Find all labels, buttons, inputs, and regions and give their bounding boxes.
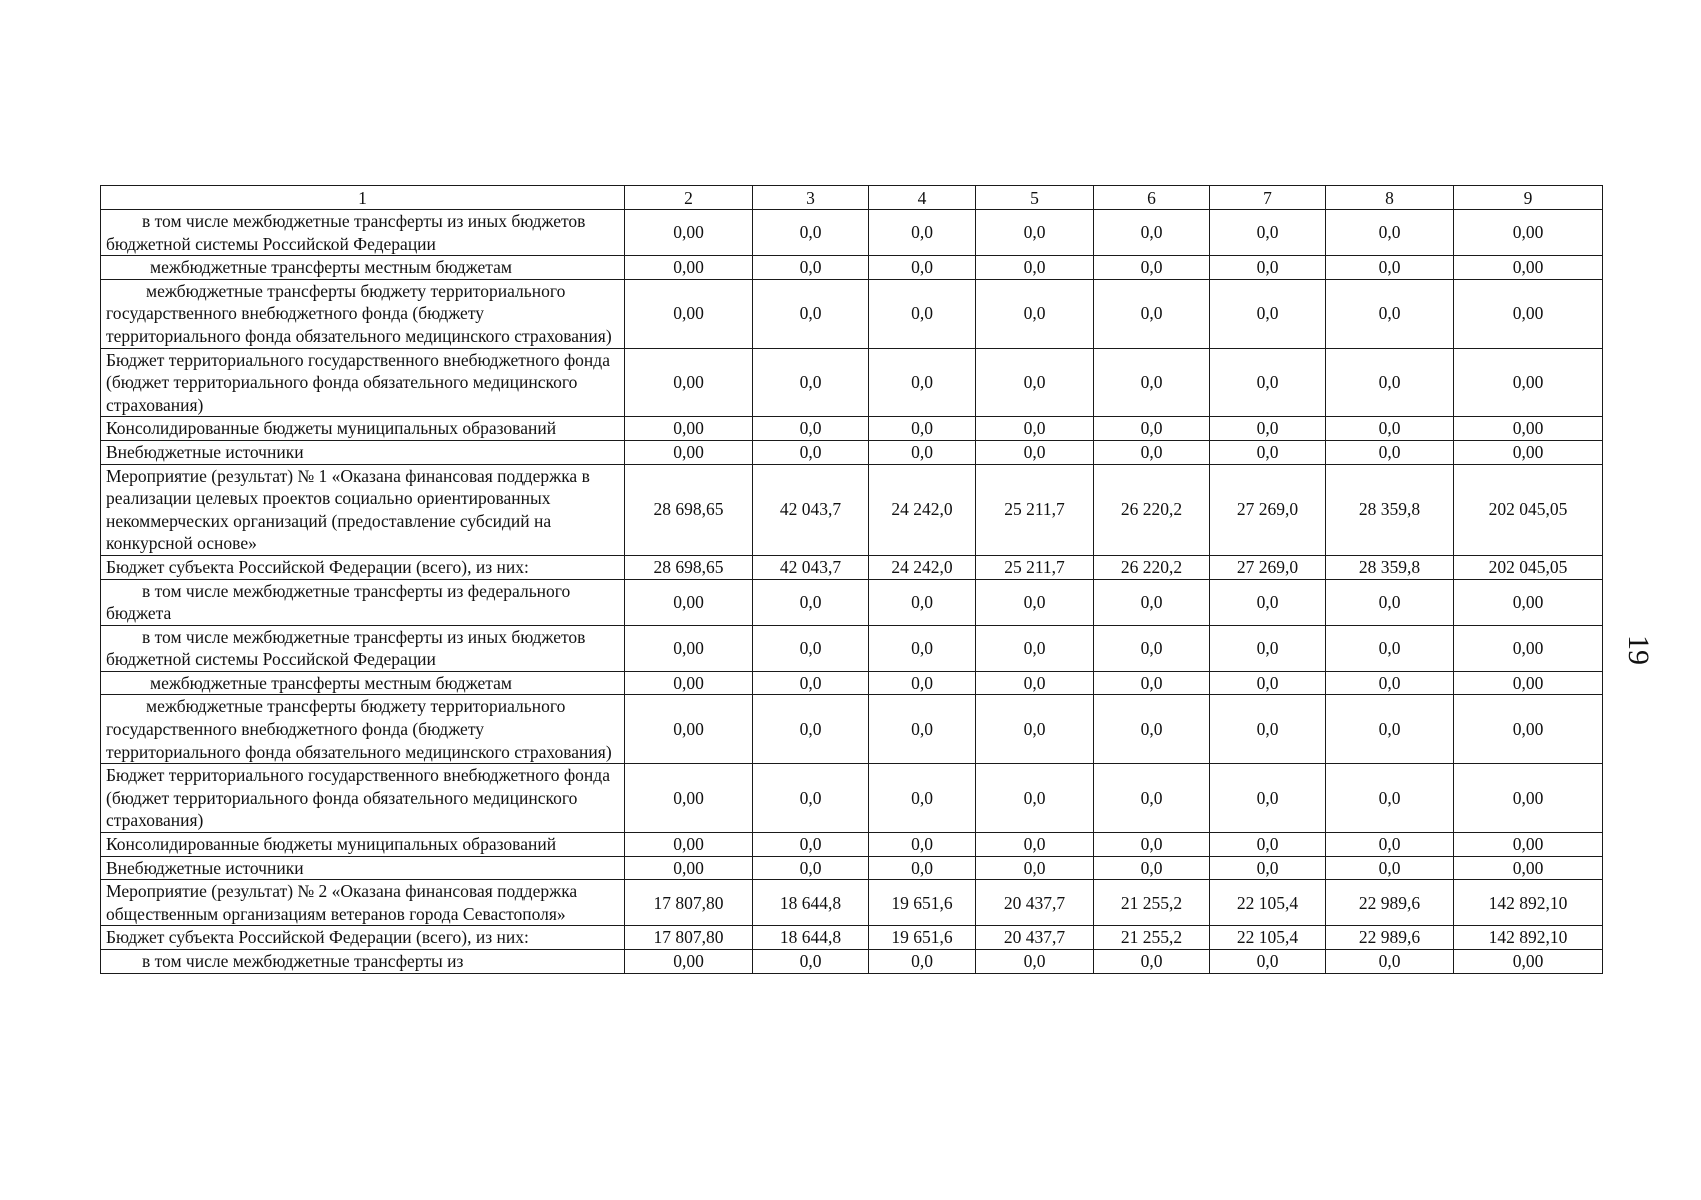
column-header-4: 4 — [869, 186, 976, 210]
column-header-3: 3 — [753, 186, 869, 210]
value-cell: 0,0 — [1326, 279, 1454, 348]
column-header-1: 1 — [101, 186, 625, 210]
row-label: Внебюджетные источники — [101, 440, 625, 464]
value-cell: 0,0 — [1326, 417, 1454, 441]
value-cell: 0,0 — [976, 348, 1094, 417]
value-cell: 25 211,7 — [976, 555, 1094, 579]
value-cell: 0,00 — [625, 833, 753, 857]
table-row — [101, 555, 1603, 579]
value-cell: 0,0 — [1210, 695, 1326, 764]
value-cell: 0,0 — [1326, 764, 1454, 833]
table-row — [101, 950, 1603, 974]
value-cell: 21 255,2 — [1094, 880, 1210, 926]
value-cell: 0,0 — [976, 856, 1094, 880]
value-cell: 0,0 — [976, 279, 1094, 348]
value-cell: 0,0 — [1326, 856, 1454, 880]
value-cell: 142 892,10 — [1454, 880, 1603, 926]
table-row — [101, 695, 1603, 764]
value-cell: 0,00 — [625, 417, 753, 441]
value-cell: 19 651,6 — [869, 880, 976, 926]
value-cell: 0,0 — [1326, 210, 1454, 256]
header-row — [101, 186, 1603, 210]
value-cell: 28 359,8 — [1326, 464, 1454, 555]
value-cell: 19 651,6 — [869, 926, 976, 950]
column-header-7: 7 — [1210, 186, 1326, 210]
value-cell: 0,0 — [976, 210, 1094, 256]
value-cell: 0,00 — [1454, 440, 1603, 464]
value-cell: 17 807,80 — [625, 880, 753, 926]
value-cell: 27 269,0 — [1210, 464, 1326, 555]
value-cell: 0,0 — [1094, 210, 1210, 256]
value-cell: 0,0 — [753, 695, 869, 764]
value-cell: 21 255,2 — [1094, 926, 1210, 950]
value-cell: 18 644,8 — [753, 880, 869, 926]
value-cell: 0,00 — [1454, 417, 1603, 441]
value-cell: 142 892,10 — [1454, 926, 1603, 950]
value-cell: 0,00 — [625, 671, 753, 695]
value-cell: 0,00 — [1454, 348, 1603, 417]
value-cell: 0,0 — [1210, 210, 1326, 256]
value-cell: 0,00 — [625, 210, 753, 256]
value-cell: 0,0 — [976, 417, 1094, 441]
value-cell: 0,0 — [1094, 256, 1210, 280]
row-label: Бюджет субъекта Российской Федерации (всего), из них: — [101, 555, 625, 579]
value-cell: 0,0 — [1326, 256, 1454, 280]
value-cell: 0,0 — [753, 440, 869, 464]
value-cell: 0,0 — [1094, 833, 1210, 857]
value-cell: 0,0 — [1326, 671, 1454, 695]
value-cell: 202 045,05 — [1454, 464, 1603, 555]
column-header-5: 5 — [976, 186, 1094, 210]
row-label: Консолидированные бюджеты муниципальных образований — [101, 417, 625, 441]
column-header-2: 2 — [625, 186, 753, 210]
value-cell: 0,0 — [869, 440, 976, 464]
table-row — [101, 926, 1603, 950]
table-body — [101, 210, 1603, 974]
value-cell: 0,00 — [1454, 256, 1603, 280]
value-cell: 0,0 — [1094, 417, 1210, 441]
value-cell: 0,00 — [1454, 279, 1603, 348]
value-cell: 0,0 — [1210, 417, 1326, 441]
value-cell: 0,0 — [1094, 625, 1210, 671]
value-cell: 0,0 — [1210, 348, 1326, 417]
value-cell: 0,0 — [753, 950, 869, 974]
table-row — [101, 417, 1603, 441]
value-cell: 0,0 — [1326, 833, 1454, 857]
value-cell: 0,0 — [1326, 950, 1454, 974]
value-cell: 18 644,8 — [753, 926, 869, 950]
value-cell: 0,0 — [1326, 440, 1454, 464]
value-cell: 26 220,2 — [1094, 464, 1210, 555]
value-cell: 0,0 — [869, 856, 976, 880]
value-cell: 0,00 — [1454, 210, 1603, 256]
value-cell: 0,0 — [976, 440, 1094, 464]
value-cell: 0,0 — [869, 279, 976, 348]
value-cell: 22 989,6 — [1326, 880, 1454, 926]
value-cell: 0,0 — [753, 417, 869, 441]
value-cell: 0,0 — [976, 833, 1094, 857]
value-cell: 0,00 — [1454, 671, 1603, 695]
table-row — [101, 279, 1603, 348]
value-cell: 0,0 — [869, 256, 976, 280]
row-label: в том числе межбюджетные трансферты из — [101, 950, 625, 974]
value-cell: 0,0 — [1210, 279, 1326, 348]
value-cell: 42 043,7 — [753, 464, 869, 555]
value-cell: 22 105,4 — [1210, 926, 1326, 950]
value-cell: 20 437,7 — [976, 926, 1094, 950]
row-label: межбюджетные трансферты местным бюджетам — [101, 671, 625, 695]
value-cell: 0,0 — [976, 671, 1094, 695]
value-cell: 0,0 — [753, 671, 869, 695]
value-cell: 17 807,80 — [625, 926, 753, 950]
value-cell: 0,0 — [1326, 579, 1454, 625]
row-label: Консолидированные бюджеты муниципальных образований — [101, 833, 625, 857]
value-cell: 0,00 — [625, 764, 753, 833]
value-cell: 202 045,05 — [1454, 555, 1603, 579]
value-cell: 0,0 — [976, 256, 1094, 280]
value-cell: 0,0 — [1210, 579, 1326, 625]
value-cell: 0,0 — [753, 625, 869, 671]
value-cell: 0,0 — [1210, 764, 1326, 833]
value-cell: 0,0 — [1094, 579, 1210, 625]
value-cell: 0,0 — [753, 856, 869, 880]
table-row — [101, 671, 1603, 695]
value-cell: 0,0 — [753, 279, 869, 348]
value-cell: 0,00 — [625, 440, 753, 464]
value-cell: 0,00 — [625, 856, 753, 880]
value-cell: 24 242,0 — [869, 464, 976, 555]
row-label: межбюджетные трансферты бюджету территориального государственного внебюджетного фонда (бюджету территориального фонда обязательного медицинского страхования) — [101, 695, 625, 764]
table-row — [101, 579, 1603, 625]
value-cell: 0,0 — [1210, 833, 1326, 857]
table-row — [101, 440, 1603, 464]
value-cell: 0,0 — [753, 833, 869, 857]
table-row — [101, 625, 1603, 671]
table-row — [101, 880, 1603, 926]
value-cell: 0,0 — [1210, 671, 1326, 695]
value-cell: 0,0 — [1094, 671, 1210, 695]
row-label: Мероприятие (результат) № 2 «Оказана финансовая поддержка общественным организациям ветеранов города Севастополя» — [101, 880, 625, 926]
value-cell: 0,0 — [976, 764, 1094, 833]
value-cell: 0,0 — [753, 210, 869, 256]
value-cell: 0,0 — [1094, 440, 1210, 464]
table-row — [101, 833, 1603, 857]
value-cell: 0,00 — [625, 695, 753, 764]
value-cell: 27 269,0 — [1210, 555, 1326, 579]
page-number: 19 — [1622, 635, 1655, 665]
row-label: Бюджет территориального государственного внебюджетного фонда (бюджет территориального фонда обязательного медицинского страхования) — [101, 764, 625, 833]
table-row — [101, 256, 1603, 280]
value-cell: 0,0 — [753, 764, 869, 833]
value-cell: 0,0 — [869, 417, 976, 441]
value-cell: 0,00 — [625, 625, 753, 671]
value-cell: 42 043,7 — [753, 555, 869, 579]
value-cell: 0,0 — [869, 833, 976, 857]
value-cell: 0,00 — [625, 348, 753, 417]
value-cell: 0,0 — [1094, 348, 1210, 417]
value-cell: 0,0 — [1094, 856, 1210, 880]
value-cell: 0,0 — [869, 695, 976, 764]
column-header-8: 8 — [1326, 186, 1454, 210]
value-cell: 0,00 — [1454, 833, 1603, 857]
value-cell: 0,0 — [976, 625, 1094, 671]
value-cell: 20 437,7 — [976, 880, 1094, 926]
value-cell: 0,00 — [1454, 764, 1603, 833]
row-label: Бюджет территориального государственного внебюджетного фонда (бюджет территориального фонда обязательного медицинского страхования) — [101, 348, 625, 417]
value-cell: 0,0 — [1326, 625, 1454, 671]
value-cell: 0,0 — [1326, 695, 1454, 764]
value-cell: 0,00 — [1454, 625, 1603, 671]
row-label: Внебюджетные источники — [101, 856, 625, 880]
value-cell: 0,0 — [869, 210, 976, 256]
value-cell: 0,00 — [1454, 856, 1603, 880]
value-cell: 28 359,8 — [1326, 555, 1454, 579]
value-cell: 0,00 — [625, 950, 753, 974]
column-header-9: 9 — [1454, 186, 1603, 210]
budget-table — [100, 185, 1603, 974]
row-label: в том числе межбюджетные трансферты из иных бюджетов бюджетной системы Российской Федерации — [101, 625, 625, 671]
value-cell: 22 989,6 — [1326, 926, 1454, 950]
value-cell: 0,00 — [1454, 950, 1603, 974]
value-cell: 0,0 — [869, 950, 976, 974]
value-cell: 25 211,7 — [976, 464, 1094, 555]
value-cell: 0,0 — [869, 348, 976, 417]
row-label: межбюджетные трансферты местным бюджетам — [101, 256, 625, 280]
value-cell: 0,0 — [1326, 348, 1454, 417]
table-row — [101, 210, 1603, 256]
table-header — [101, 186, 1603, 210]
value-cell: 0,0 — [1210, 440, 1326, 464]
value-cell: 0,0 — [976, 695, 1094, 764]
value-cell: 0,0 — [1210, 625, 1326, 671]
value-cell: 0,0 — [1210, 856, 1326, 880]
value-cell: 0,00 — [625, 256, 753, 280]
value-cell: 0,0 — [753, 256, 869, 280]
row-label: в том числе межбюджетные трансферты из иных бюджетов бюджетной системы Российской Федерации — [101, 210, 625, 256]
value-cell: 0,0 — [1094, 764, 1210, 833]
value-cell: 0,0 — [976, 579, 1094, 625]
column-header-6: 6 — [1094, 186, 1210, 210]
value-cell: 0,00 — [1454, 695, 1603, 764]
row-label: Бюджет субъекта Российской Федерации (всего), из них: — [101, 926, 625, 950]
value-cell: 0,0 — [753, 579, 869, 625]
table-row — [101, 464, 1603, 555]
value-cell: 0,0 — [753, 348, 869, 417]
value-cell: 0,00 — [625, 279, 753, 348]
value-cell: 0,0 — [1210, 950, 1326, 974]
value-cell: 0,0 — [1094, 695, 1210, 764]
row-label: Мероприятие (результат) № 1 «Оказана финансовая поддержка в реализации целевых проектов социально ориентированных некоммерческих организаций (предоставление субсидий на конкурсной основе» — [101, 464, 625, 555]
value-cell: 0,0 — [869, 764, 976, 833]
value-cell: 0,0 — [869, 625, 976, 671]
value-cell: 28 698,65 — [625, 555, 753, 579]
row-label: в том числе межбюджетные трансферты из федерального бюджета — [101, 579, 625, 625]
value-cell: 26 220,2 — [1094, 555, 1210, 579]
row-label: межбюджетные трансферты бюджету территориального государственного внебюджетного фонда (бюджету территориального фонда обязательного медицинского страхования) — [101, 279, 625, 348]
value-cell: 0,0 — [976, 950, 1094, 974]
table-row — [101, 764, 1603, 833]
table-row — [101, 348, 1603, 417]
value-cell: 0,0 — [1210, 256, 1326, 280]
value-cell: 0,00 — [625, 579, 753, 625]
value-cell: 0,0 — [869, 671, 976, 695]
value-cell: 24 242,0 — [869, 555, 976, 579]
value-cell: 0,0 — [1094, 279, 1210, 348]
value-cell: 0,0 — [1094, 950, 1210, 974]
value-cell: 28 698,65 — [625, 464, 753, 555]
value-cell: 0,0 — [869, 579, 976, 625]
value-cell: 22 105,4 — [1210, 880, 1326, 926]
table-row — [101, 856, 1603, 880]
value-cell: 0,00 — [1454, 579, 1603, 625]
